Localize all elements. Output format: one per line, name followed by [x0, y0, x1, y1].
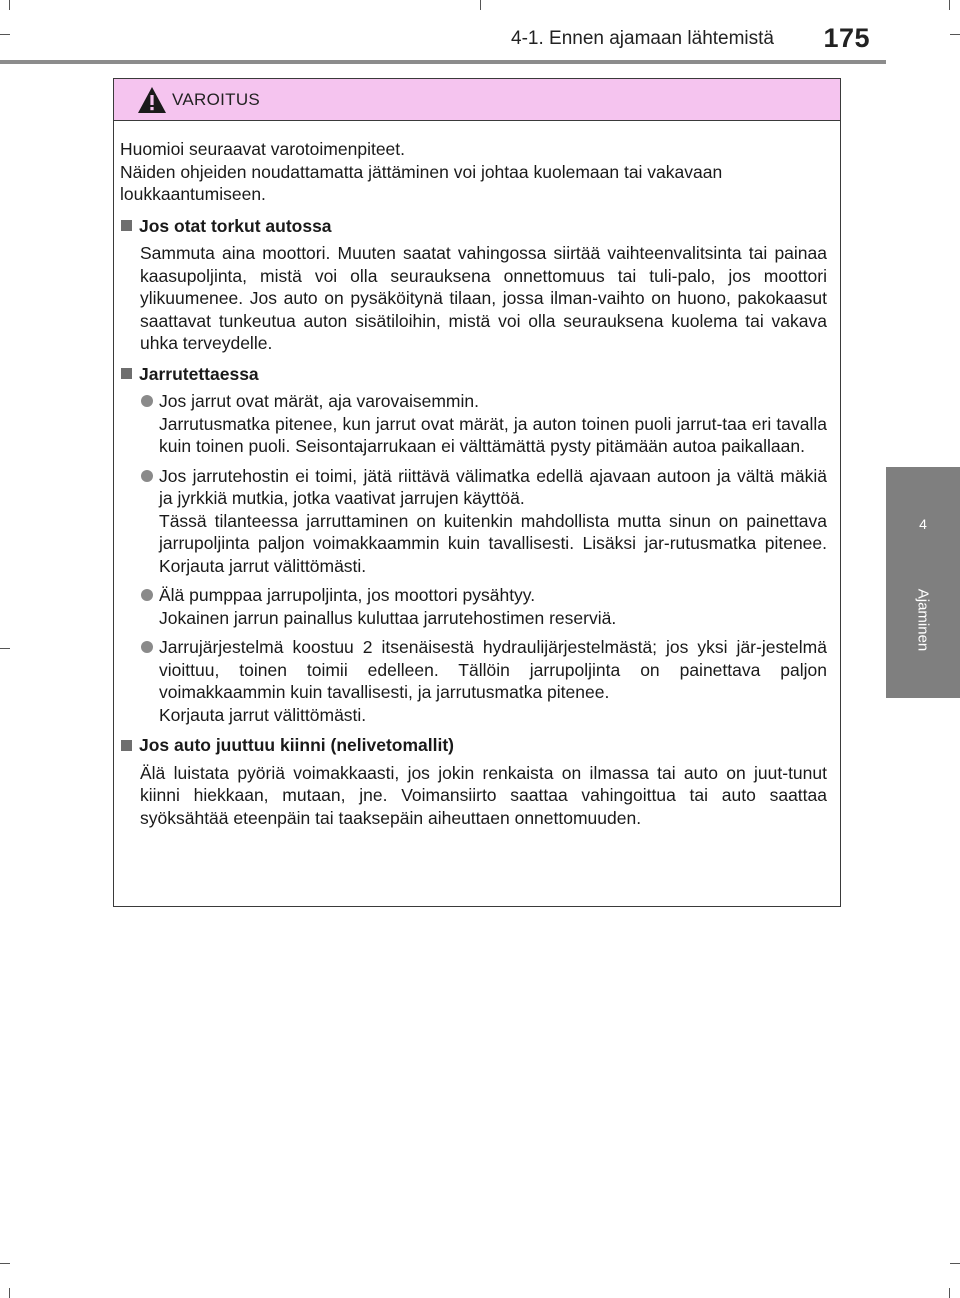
section-text: Älä luistata pyöriä voimakkaasti, jos jokin renkaista on ilmassa tai auto on juut-tunut kiinni hiekkaan, mutaan, jne. Voimansiirto saattaa vahingoittua tai auto saattaa syöksähtää eteenpäin tai taaksepäin aiheuttaen onnettomuuden.: [140, 762, 827, 828]
crop-mark: [950, 1263, 960, 1264]
chapter-number: 4: [919, 516, 927, 532]
section-heading: [120, 215, 827, 238]
list-item: [120, 636, 827, 726]
section-text: Sammuta aina moottori. Muuten saatat vahingossa siirtää vaihteenvalitsinta tai painaa kaasupoljinta, mistä voi olla seurauksena onnettomuus tai tuli-palo, jos moottori ylikuumenee. Jos auto on pysäköitynä tilaan, jossa ilman-vaihto on huono, pakokaasut saattavat tunkeutua auton sisätiloihin, mistä voi olla seurauksena kuolema tai vakava uhka terveydelle.: [140, 243, 827, 353]
bullet-line: Jarrujärjestelmä koostuu 2 itsenäisestä hydraulijärjestelmästä; jos yksi jär-jestelmä vioittuu, toinen toimii edelleen. Tällöin jarrupoljinta on painettava paljon voimakkaammin kuin tavallisesti, ja jarrutusmatka pitenee.: [159, 637, 827, 702]
crop-mark: [949, 0, 950, 10]
warning-header: [114, 79, 840, 121]
bullet-text: [159, 636, 827, 726]
square-bullet-icon: [121, 368, 132, 379]
crop-mark: [0, 648, 10, 649]
list-item: [120, 584, 827, 629]
section-heading: [120, 363, 827, 386]
section-heading-text: Jos auto juuttuu kiinni (nelivetomallit): [139, 735, 455, 755]
section-napping: [120, 215, 827, 355]
bullet-text: [159, 465, 827, 578]
warning-intro: [120, 138, 827, 206]
section-braking: [120, 363, 827, 727]
section-heading-text: Jarrutettaessa: [139, 363, 259, 384]
bullet-line: Jos jarrutehostin ei toimi, jätä riittävä välimatka edellä ajavaan autoon ja vältä mäkiä ja jyrkkiä mutkia, jotka vaativat jarrujen käyttöä.: [159, 465, 827, 508]
chapter-label: Ajaminen: [914, 588, 932, 652]
bullet-text: [159, 584, 827, 629]
warning-title: VAROITUS: [172, 90, 261, 109]
header-rule: [0, 60, 886, 64]
chapter-side-tab: [886, 467, 960, 698]
warning-box: [113, 78, 841, 907]
crop-mark: [480, 0, 481, 10]
intro-line: Huomioi seuraavat varotoimenpiteet.: [120, 139, 406, 159]
section-title: 4-1. Ennen ajamaan lähtemistä: [511, 28, 774, 49]
square-bullet-icon: [121, 740, 132, 751]
crop-mark: [949, 1288, 950, 1298]
list-item: [120, 390, 827, 458]
crop-mark: [9, 0, 10, 10]
bullet-dot-icon: [141, 395, 153, 407]
bullet-line: Älä pumppaa jarrupoljinta, jos moottori pysähtyy.: [159, 585, 536, 605]
bullet-line: Tässä tilanteessa jarruttaminen on kuitenkin mahdollista mutta sinun on painettava jarrupoljinta paljon voimakkaammin kuin tavallisesti. Lisäksi jar-rutusmatka pitenee. Korjauta jarrut välittömästi.: [159, 510, 827, 576]
bullet-line: Korjauta jarrut välittömästi.: [159, 704, 367, 725]
section-heading: [120, 734, 827, 757]
section-stuck-vehicle: [120, 734, 827, 829]
crop-mark: [0, 34, 10, 35]
bullet-dot-icon: [141, 641, 153, 653]
bullet-dot-icon: [141, 589, 153, 601]
section-heading-text: Jos otat torkut autossa: [139, 215, 332, 236]
intro-line: Näiden ohjeiden noudattamatta jättäminen voi johtaa kuolemaan tai vakavaan loukkaantumiseen.: [120, 161, 723, 204]
square-bullet-icon: [121, 220, 132, 231]
bullet-text: [159, 390, 827, 458]
crop-mark: [9, 1288, 10, 1298]
bullet-line: Jos jarrut ovat märät, aja varovaisemmin.: [159, 391, 479, 411]
page-number: 175: [823, 23, 870, 53]
crop-mark: [950, 34, 960, 35]
bullet-dot-icon: [141, 470, 153, 482]
bullet-line: Jarrutusmatka pitenee, kun jarrut ovat märät, ja auton toinen puoli jarrut-taa eri tavalla kuin toinen puoli. Seisontajarrukaan ei välttämättä pysty pitämään autoa paikallaan.: [159, 413, 827, 456]
bullet-line: Jokainen jarrun painallus kuluttaa jarrutehostimen reserviä.: [159, 607, 617, 628]
crop-mark: [0, 1263, 10, 1264]
warning-body: [114, 121, 840, 829]
warning-triangle-icon: [137, 86, 167, 114]
list-item: [120, 465, 827, 578]
